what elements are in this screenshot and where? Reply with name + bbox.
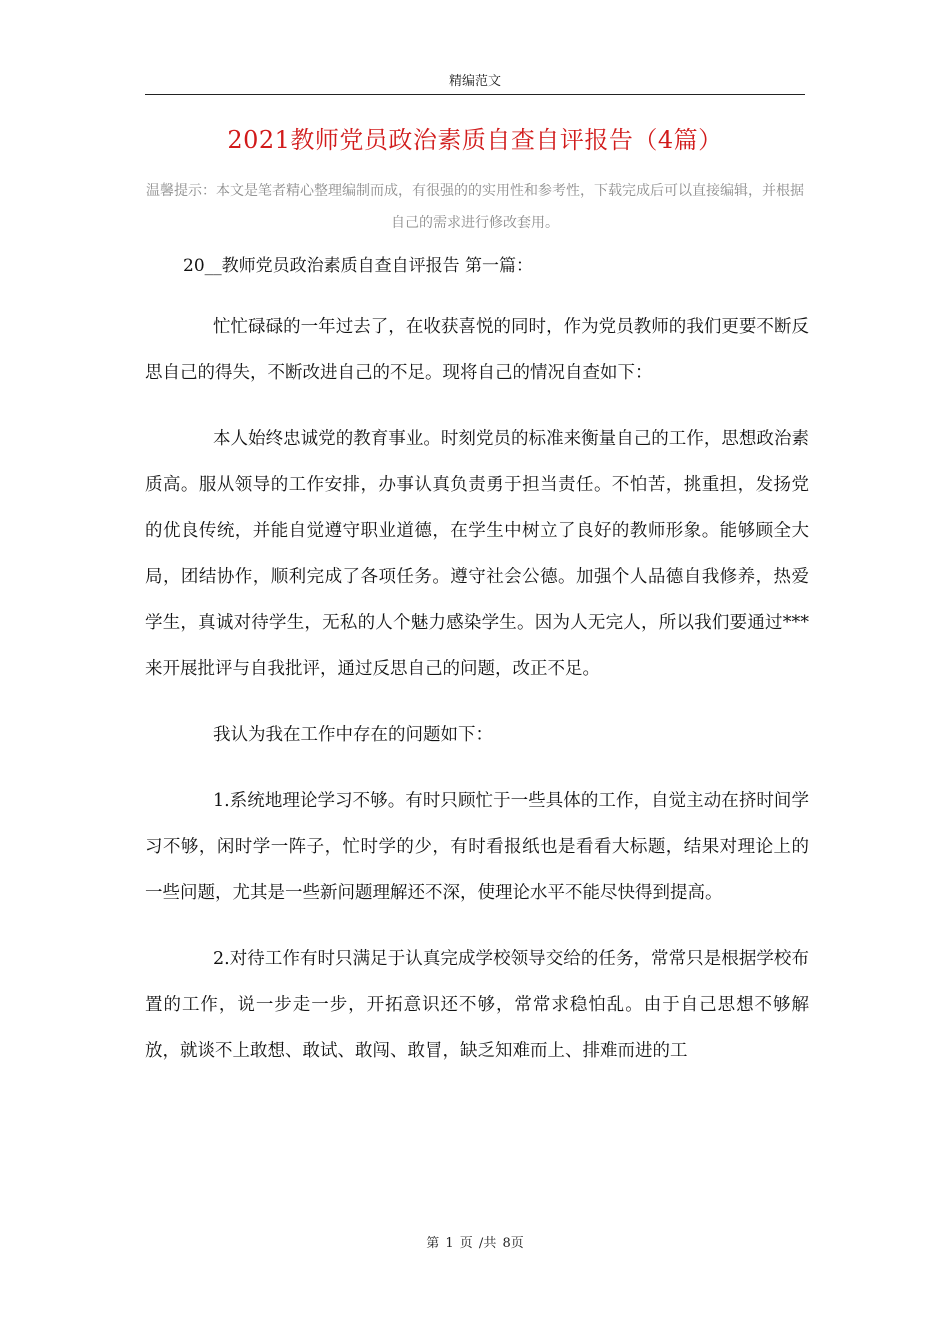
page-header: 精编范文 <box>145 70 805 95</box>
notice-text: 温馨提示：本文是笔者精心整理编制而成，有很强的的实用性和参考性，下载完成后可以直接编辑，并根据自己的需求进行修改套用。 <box>146 183 804 231</box>
paragraph: 本人始终忠诚党的教育事业。时刻党员的标准来衡量自己的工作，思想政治素质高。服从领导的工作安排，办事认真负责勇于担当责任。不怕苦，挑重担，发扬党的优良传统，并能自觉遵守职业道德，在学生中树立了良好的教师形象。能够顾全大局，团结协作，顺利完成了各项任务。遵守社会公德。加强个人品德自我修养，热爱学生，真诚对待学生，无私的人个魅力感染学生。因为人无完人，所以我们要通过***来开展批评与自我批评，通过反思自己的问题，改正不足。 <box>145 429 809 679</box>
section-heading: 20__教师党员政治素质自查自评报告 第一篇： <box>183 256 534 276</box>
paragraph: 2.对待工作有时只满足于认真完成学校领导交给的任务，常常只是根据学校布置的工作，说一步走一步，开拓意识还不够，常常求稳怕乱。由于自己思想不够解放，就谈不上敢想、敢试、敢闯、敢冒，缺乏知难而上、排难而进的工 <box>145 949 809 1061</box>
paragraph: 1.系统地理论学习不够。有时只顾忙于一些具体的工作，自觉主动在挤时间学习不够，闲时学一阵子，忙时学的少，有时看报纸也是看看大标题，结果对理论上的一些问题，尤其是一些新问题理解还不深，使理论水平不能尽快得到提高。 <box>145 791 809 903</box>
page-footer: 第 1 页 /共 8页 <box>426 1236 524 1251</box>
document-title: 2021教师党员政治素质自查自评报告（4篇） <box>227 126 723 154</box>
paragraph: 我认为我在工作中存在的问题如下： <box>213 725 493 745</box>
paragraph: 忙忙碌碌的一年过去了，在收获喜悦的同时，作为党员教师的我们更要不断反思自己的得失，不断改进自己的不足。现将自己的情况自查如下： <box>145 317 809 383</box>
document-body <box>145 246 809 1094</box>
